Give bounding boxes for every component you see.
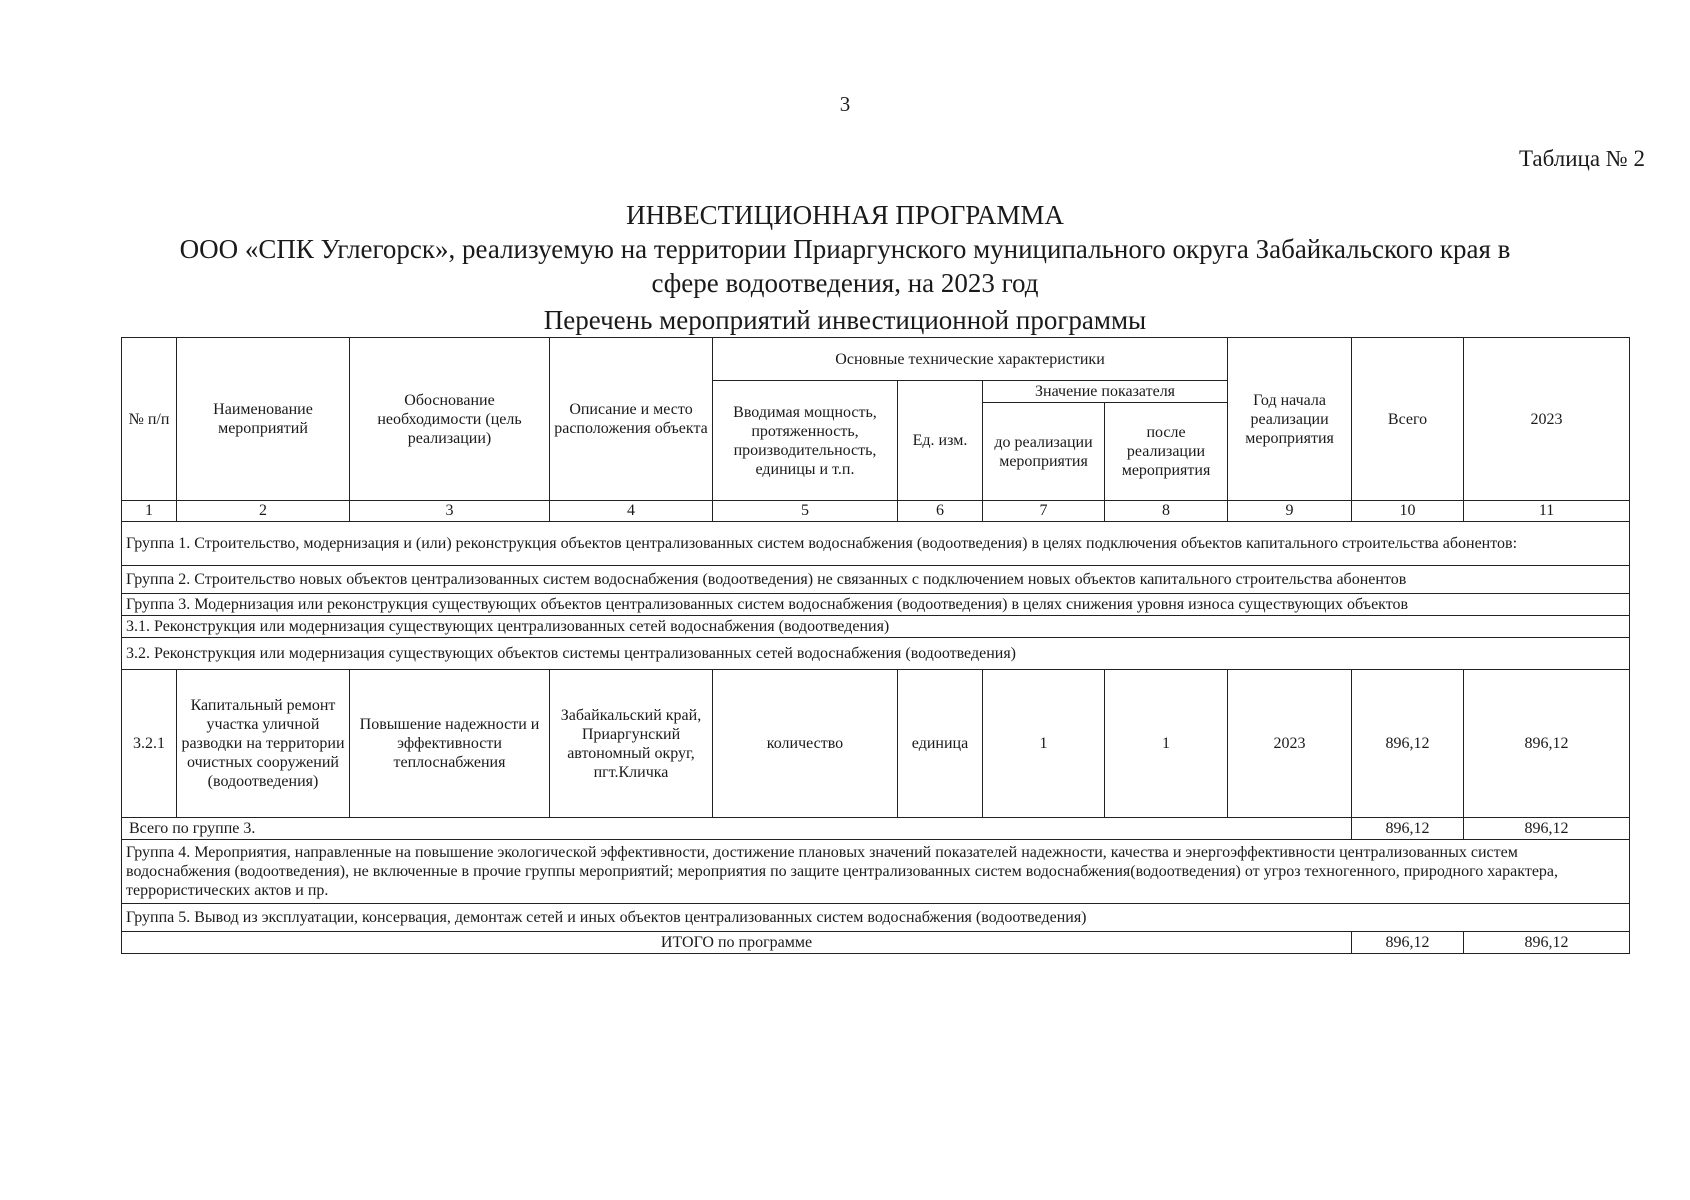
total-value: 896,12 <box>1352 670 1464 818</box>
column-number: 8 <box>1105 501 1228 522</box>
activity-justification: Повышение надежности и эффективности теплоснабжения <box>350 670 550 818</box>
table-label: Таблица № 2 <box>1518 146 1645 171</box>
header-num: № п/п <box>122 338 177 501</box>
column-number: 3 <box>350 501 550 522</box>
title-line-3: сфере водоотведения, на 2023 год <box>651 268 1039 298</box>
title-line-1: ИНВЕСТИЦИОННАЯ ПРОГРАММА <box>626 200 1064 230</box>
column-number: 10 <box>1352 501 1464 522</box>
header-after: после реализации мероприятия <box>1105 403 1228 501</box>
header-name: Наименование мероприятий <box>177 338 350 501</box>
header-justification: Обоснование необходимости (цель реализации) <box>350 338 550 501</box>
header-start-year: Год начала реализации мероприятия <box>1228 338 1352 501</box>
header-tech-characteristics: Основные технические характеристики <box>713 338 1228 381</box>
activity-description: Забайкальский край, Приаргунский автономный округ, пгт.Кличка <box>550 670 713 818</box>
subgroup-3-2-row: 3.2. Реконструкция или модернизация существующих объектов системы централизованных сетей водоснабжения (водоотведения) <box>122 638 1630 670</box>
group-5-row: Группа 5. Вывод из эксплуатации, консервация, демонтаж сетей и иных объектов централизованных систем водоснабжения (водоотведения) <box>122 904 1630 932</box>
column-number: 11 <box>1464 501 1630 522</box>
row-number: 3.2.1 <box>122 670 177 818</box>
header-year: 2023 <box>1464 338 1630 501</box>
group-3-total-value: 896,12 <box>1352 818 1464 840</box>
start-year: 2023 <box>1228 670 1352 818</box>
group-3-row: Группа 3. Модернизация или реконструкция существующих объектов централизованных систем водоснабжения (водоотведения) в целях снижения уровня износа существующих объектов <box>122 594 1630 616</box>
program-total-value: 896,12 <box>1352 932 1464 954</box>
group-3-total-label: Всего по группе 3. <box>122 818 1352 840</box>
header-capacity: Вводимая мощность, протяженность, производительность, единицы и т.п. <box>713 381 898 501</box>
column-number: 9 <box>1228 501 1352 522</box>
activity-name: Капитальный ремонт участка уличной разводки на территории очистных сооружений (водоотведения) <box>177 670 350 818</box>
group-2-row: Группа 2. Строительство новых объектов централизованных систем водоснабжения (водоотведения) не связанных с подключением новых объектов капитального строительства абонентов <box>122 566 1630 594</box>
subgroup-3-1-row: 3.1. Реконструкция или модернизация существующих централизованных сетей водоснабжения (водоотведения) <box>122 616 1630 638</box>
column-number: 4 <box>550 501 713 522</box>
header-before: до реализации мероприятия <box>983 403 1105 501</box>
program-total-row <box>122 932 1630 954</box>
investment-table <box>121 337 1630 954</box>
header-unit: Ед. изм. <box>898 381 983 501</box>
group-1-row: Группа 1. Строительство, модернизация и (или) реконструкция объектов централизованных систем водоснабжения (водоотведения) в целях подключения объектов капитального строительства абонентов: <box>122 522 1630 566</box>
program-total-label: ИТОГО по программе <box>122 932 1352 954</box>
document-title <box>0 198 1690 300</box>
list-title: Перечень мероприятий инвестиционной программы <box>543 305 1147 335</box>
value-before: 1 <box>983 670 1105 818</box>
page-number: 3 <box>839 92 851 116</box>
group-3-year-value: 896,12 <box>1464 818 1630 840</box>
group-4-row: Группа 4. Мероприятия, направленные на повышение экологической эффективности, достижение плановых значений показателей надежности, качества и энергоэффективности централизованных систем водоснабжения (водоотведения), не включенные в прочие группы мероприятий; мероприятия по защите централизованных систем водоснабжения(водоотведения) от угроз техногенного, природного характера, террористических актов и пр. <box>122 840 1630 904</box>
title-line-2: ООО «СПК Углегорск», реализуемую на территории Приаргунского муниципального округа Забайкальского края в <box>179 234 1511 264</box>
column-number: 5 <box>713 501 898 522</box>
value-after: 1 <box>1105 670 1228 818</box>
table-row <box>122 670 1630 818</box>
year-value: 896,12 <box>1464 670 1630 818</box>
group-3-total-row <box>122 818 1630 840</box>
program-year-value: 896,12 <box>1464 932 1630 954</box>
column-numbers-row <box>122 501 1630 522</box>
column-number: 6 <box>898 501 983 522</box>
header-description: Описание и место расположения объекта <box>550 338 713 501</box>
activity-capacity: количество <box>713 670 898 818</box>
column-number: 2 <box>177 501 350 522</box>
column-number: 7 <box>983 501 1105 522</box>
header-total: Всего <box>1352 338 1464 501</box>
column-number: 1 <box>122 501 177 522</box>
activity-unit: единица <box>898 670 983 818</box>
header-indicator-value: Значение показателя <box>983 381 1228 403</box>
